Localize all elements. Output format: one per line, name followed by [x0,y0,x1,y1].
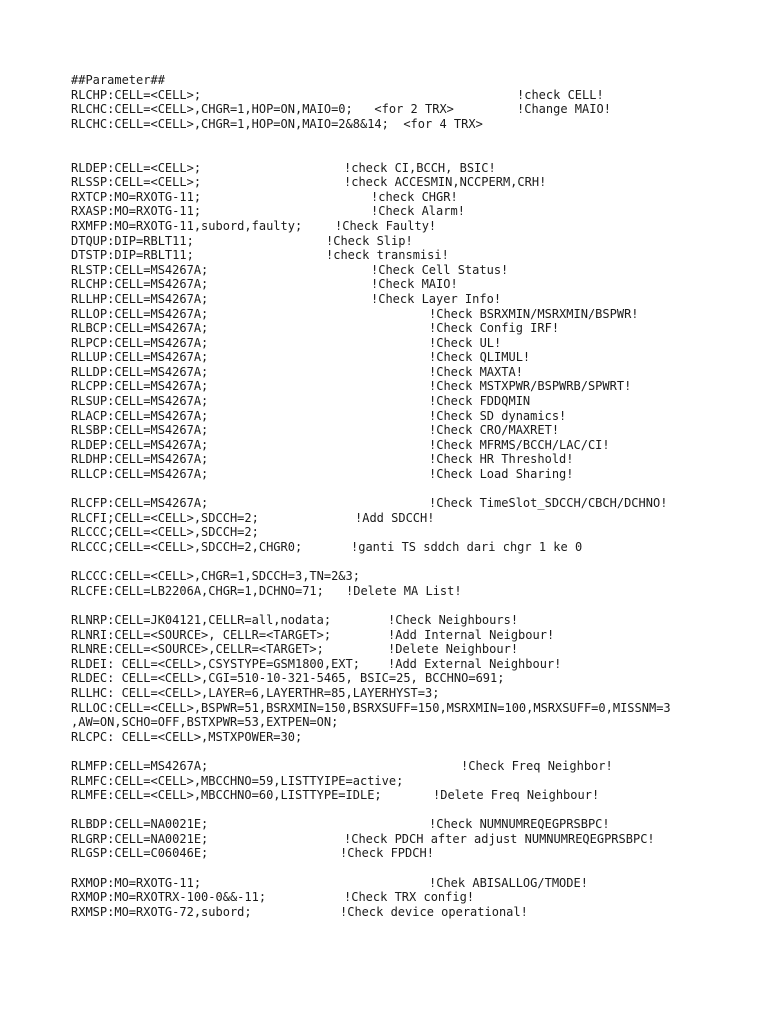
command-line [71,117,761,132]
command-text: RLDEP:CELL=MS4267A; [71,437,209,452]
command-line [71,540,761,555]
command-line [71,277,761,292]
command-text: RLGRP:CELL=NA0021E; [71,831,209,846]
comment-text: !Check device operational! [340,904,528,919]
comment-text: !Check Freq Neighbor! [461,758,613,773]
comment-text: !Check MSTXPWR/BSPWRB/SPWRT! [429,379,632,394]
blank-line [71,744,761,759]
comment-text: !Check Slip! [326,233,413,248]
comment-text: !Check HR Threshold! [429,452,574,467]
command-line [71,452,761,467]
command-line [71,525,761,540]
command-line [71,686,761,701]
document-page [71,73,761,919]
command-text: RLDEP:CELL=<CELL>; [71,160,202,175]
command-line [71,248,761,263]
command-line [71,846,761,861]
command-line [71,438,761,453]
command-line [71,175,761,190]
comment-text: !check CHGR! [371,189,458,204]
command-line [71,613,761,628]
command-text: RLLOP:CELL=MS4267A; [71,306,209,321]
comment-text: !Add Internal Neigbour! [388,627,555,642]
command-line [71,817,761,832]
command-text: RLSTP:CELL=MS4267A; [71,262,209,277]
command-text: RLCCC:CELL=<CELL>,CHGR=1,SDCCH=3,TN=2&3; [71,569,360,584]
blank-line [71,482,761,497]
command-text: RXMOP:MO=RXOTRX-100-0&&-11; [71,890,267,905]
command-text: RLCHP:CELL=MS4267A; [71,277,209,292]
blank-line [71,803,761,818]
command-line [71,701,761,716]
command-line [71,365,761,380]
command-text: RLCHC:CELL=<CELL>,CHGR=1,HOP=ON,MAIO=2&8&14; <for 4 TRX> [71,116,483,131]
command-line [71,511,761,526]
command-line [71,321,761,336]
command-text: RLLHC: CELL=<CELL>,LAYER=6,LAYERTHR=85,LAYERHYST=3; [71,685,440,700]
comment-text: !Check CRO/MAXRET! [429,423,560,438]
command-text: RLCFP:CELL=MS4267A; [71,496,209,511]
command-line [71,263,761,278]
blank-line [71,131,761,160]
command-line [71,292,761,307]
comment-text: !Check MFRMS/BCCH/LAC/CI! [429,437,610,452]
command-line [71,204,761,219]
command-text: RLMFE:CELL=<CELL>,MBCCHNO=60,LISTTYPE=IDLE; [71,788,382,803]
command-text: RLDHP:CELL=MS4267A; [71,452,209,467]
command-text: RLCFI;CELL=<CELL>,SDCCH=2; [71,510,259,525]
command-line [71,379,761,394]
command-text: RLCCC;CELL=<CELL>,SDCCH=2,CHGR0; [71,540,303,554]
command-text: ##Parameter## [71,73,165,87]
command-text: RLSSP:CELL=<CELL>; [71,175,202,190]
comment-text: !Chek ABISALLOG/TMODE! [429,875,588,890]
comment-text: !Check FDDQMIN [429,394,531,409]
command-line [71,642,761,657]
command-text: DTQUP:DIP=RBLT11; [71,233,194,248]
command-text: RXTCP:MO=RXOTG-11; [71,189,202,204]
command-line [71,467,761,482]
comment-text: !Change MAIO! [517,102,611,117]
comment-text: !Delete Freq Neighbour! [433,788,600,803]
comment-text: !check transmisi! [326,248,449,263]
command-line [71,584,761,599]
comment-text: !Check PDCH after adjust NUMNUMREQEGPRSBPC! [344,831,655,846]
comment-text: !ganti TS sddch dari chgr 1 ke 0 [351,540,583,554]
command-text: ,AW=ON,SCHO=OFF,BSTXPWR=53,EXTPEN=ON; [71,715,339,730]
command-text: RLLDP:CELL=MS4267A; [71,364,209,379]
comment-text: !Check SD dynamics! [429,408,567,423]
command-text: RLMFP:CELL=MS4267A; [71,758,209,773]
command-line [71,832,761,847]
command-text: DTSTP:DIP=RBLT11; [71,248,194,263]
command-line [71,219,761,234]
comment-text: !Add SDCCH! [355,510,435,525]
command-text: RLLHP:CELL=MS4267A; [71,291,209,306]
blank-line [71,555,761,570]
command-line [71,394,761,409]
command-line [71,671,761,686]
comment-text: !Delete Neighbour! [388,642,519,657]
command-text: RLACP:CELL=MS4267A; [71,408,209,423]
comment-text: !Check BSRXMIN/MSRXMIN/BSPWR! [429,306,639,321]
command-line [71,628,761,643]
command-text: RLBCP:CELL=MS4267A; [71,321,209,336]
comment-text: !Check FPDCH! [340,846,434,861]
command-line [71,73,761,88]
command-text: RLDEI: CELL=<CELL>,CSYSTYPE=GSM1800,EXT; [71,656,360,671]
command-line [71,350,761,365]
command-text: RLPCP:CELL=MS4267A; [71,335,209,350]
comment-text: !Check Alarm! [371,204,465,219]
command-text: RLSUP:CELL=MS4267A; [71,394,209,409]
command-line [71,102,761,117]
command-line [71,88,761,103]
command-text: RLLOC:CELL=<CELL>,BSPWR=51,BSRXMIN=150,BSRXSUFF=150,MSRXMIN=100,MSRXSUFF=0,MISSNM=3 [71,700,671,715]
command-text: RLCFE:CELL=LB2206A,CHGR=1,DCHNO=71; [71,583,324,598]
command-text: RLSBP:CELL=MS4267A; [71,423,209,438]
command-text: RLNRP:CELL=JK04121,CELLR=all,nodata; [71,612,332,627]
command-line [71,715,761,730]
blank-line [71,598,761,613]
comment-text: !Add External Neighbour! [388,656,562,671]
command-text: RLCCC;CELL=<CELL>,SDCCH=2; [71,525,259,540]
comment-text: !Check Layer Info! [371,291,502,306]
blank-line [71,861,761,876]
comment-text: !Check Load Sharing! [429,467,574,482]
comment-text: !Check Neighbours! [388,612,519,627]
command-line [71,905,761,920]
command-text: RLCHC:CELL=<CELL>,CHGR=1,HOP=ON,MAIO=0; <for 2 TRX> [71,102,454,117]
command-text: RLLUP:CELL=MS4267A; [71,350,209,365]
command-line [71,190,761,205]
command-line [71,774,761,789]
command-text: RXASP:MO=RXOTG-11; [71,204,202,219]
comment-text: !Check MAXTA! [429,364,523,379]
command-line [71,161,761,176]
command-text: RLDEC: CELL=<CELL>,CGI=510-10-321-5465, BSIC=25, BCCHNO=691; [71,671,505,686]
command-text: RLCHP:CELL=<CELL>; [71,87,202,102]
command-line [71,423,761,438]
comment-text: !Check Faulty! [335,218,437,233]
command-text: RXMSP:MO=RXOTG-72,subord; [71,904,252,919]
command-line [71,307,761,322]
command-line [71,409,761,424]
command-line [71,336,761,351]
command-text: RLNRE:CELL=<SOURCE>,CELLR=<TARGET>; [71,642,324,657]
comment-text: !Check NUMNUMREQEGPRSBPC! [429,817,610,832]
command-text: RXMFP:MO=RXOTG-11,subord,faulty; [71,218,303,233]
command-text: RLGSP:CELL=C06046E; [71,846,209,861]
comment-text: !Check UL! [429,335,502,350]
comment-text: !Check TRX config! [344,890,475,905]
comment-text: !Check TimeSlot_SDCCH/CBCH/DCHNO! [429,496,668,511]
command-text: RLMFC:CELL=<CELL>,MBCCHNO=59,LISTTYIPE=active; [71,773,404,788]
command-text: RLLCP:CELL=MS4267A; [71,467,209,482]
comment-text: !Check Config IRF! [429,321,560,336]
comment-text: !check CI,BCCH, BSIC! [344,160,496,175]
command-line [71,496,761,511]
command-line [71,657,761,672]
comment-text: !check CELL! [517,87,604,102]
command-line [71,730,761,745]
command-line [71,759,761,774]
comment-text: !check ACCESMIN,NCCPERM,CRH! [344,175,547,190]
command-line [71,569,761,584]
comment-text: !Delete MA List! [346,583,462,598]
command-line [71,234,761,249]
command-text: RLBDP:CELL=NA0021E; [71,817,209,832]
command-line [71,876,761,891]
comment-text: !Check QLIMUL! [429,350,531,365]
command-line [71,890,761,905]
command-text: RLCPC: CELL=<CELL>,MSTXPOWER=30; [71,729,303,744]
command-text: RLCPP:CELL=MS4267A; [71,379,209,394]
command-text: RXMOP:MO=RXOTG-11; [71,875,202,890]
command-text: RLNRI:CELL=<SOURCE>, CELLR=<TARGET>; [71,627,332,642]
comment-text: !Check MAIO! [371,277,458,292]
comment-text: !Check Cell Status! [371,262,509,277]
command-line [71,788,761,803]
